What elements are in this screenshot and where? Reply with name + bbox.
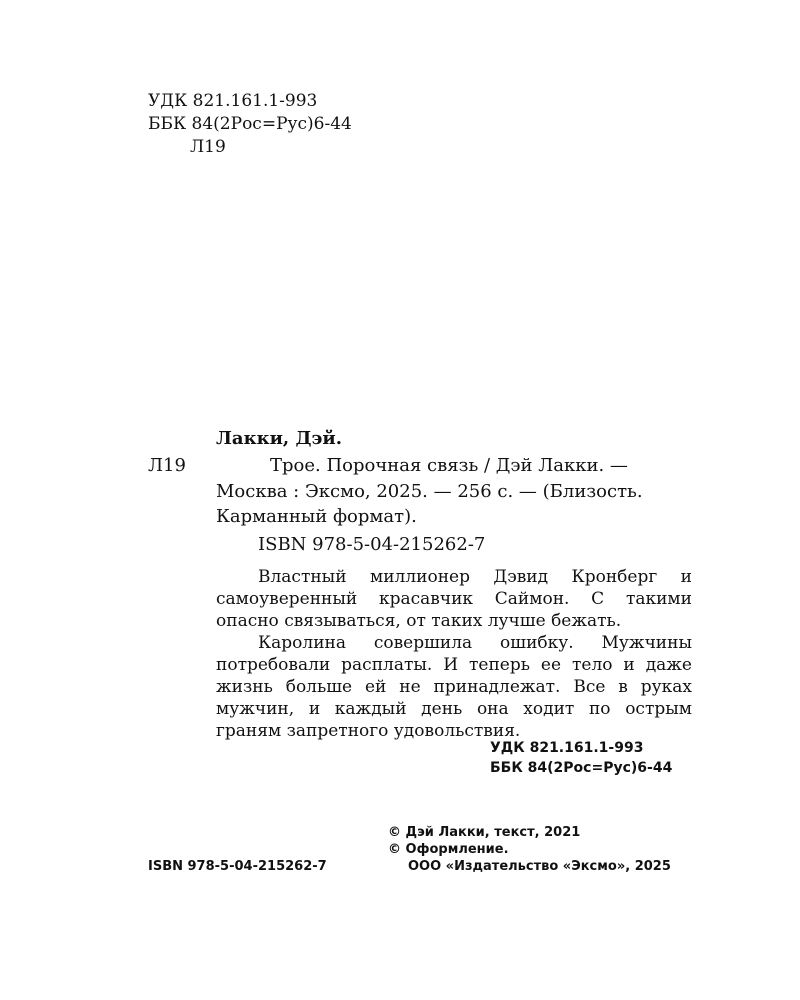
annotation-paragraph: Властный миллионер Дэвид Кронберг и самоуверенный красавчик Саймон. С такими опасно связываться, от таких лучше бежать. [216,567,692,631]
catalog-author: Лакки, Дэй. [216,428,343,449]
annotation-paragraph: Каролина совершила ошибку. Мужчины потребовали расплаты. И теперь ее тело и даже жизнь больше ей не принадлежат. Все в руках мужчин, и каждый день она ходит по острым граням запретного удовольствия. [216,633,692,741]
annotation [216,566,692,742]
catalog-title-line2: Москва : Эксмо, 2025. — 256 с. — (Близость. [216,481,643,502]
copyright-text: © Дэй Лакки, текст, 2021 [388,825,581,840]
classification-udk: УДК 821.161.1-993 [490,740,644,756]
header-code: Л19 [190,137,226,157]
copyright-design: © Оформление. [388,842,509,857]
catalog-title-line3: Карманный формат). [216,506,417,527]
classification-bbk: ББК 84(2Рос=Рус)6-44 [490,760,673,776]
catalog-isbn: ISBN 978-5-04-215262-7 [258,534,486,555]
catalog-title-line1: Трое. Порочная связь / Дэй Лакки. — [270,455,628,476]
catalog-code: Л19 [148,455,186,476]
footer-isbn: ISBN 978-5-04-215262-7 [148,859,327,874]
header-bbk: ББК 84(2Рос=Рус)6-44 [148,114,352,134]
publisher: ООО «Издательство «Эксмо», 2025 [408,859,671,874]
header-udk: УДК 821.161.1-993 [148,91,318,111]
